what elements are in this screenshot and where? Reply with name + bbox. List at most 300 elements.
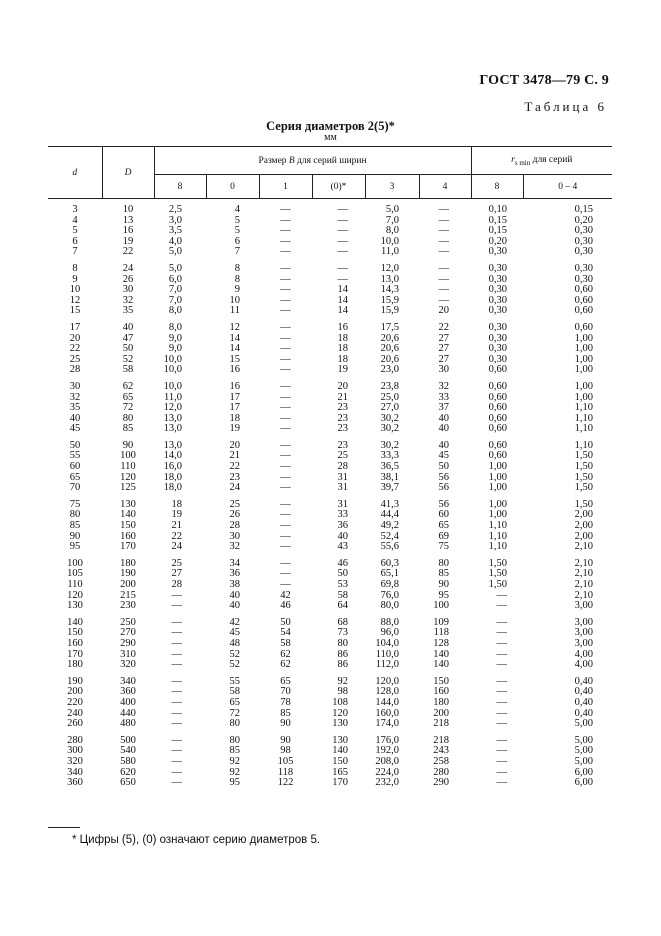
subheader-cell: 0	[206, 175, 259, 199]
table-cell: 6	[72, 235, 78, 247]
table-cell: 0,40	[574, 696, 594, 708]
table-cell: —	[171, 616, 182, 628]
subheader-cell: 8	[471, 175, 523, 199]
table-cell: 19	[171, 509, 182, 521]
table-cell: 56	[438, 471, 450, 483]
table-cell: 5,00	[574, 718, 594, 730]
table-cell: 20,6	[380, 332, 399, 344]
table-cell: 80,0	[380, 600, 399, 612]
table-cell: 4,0	[168, 235, 182, 247]
table-cell: 1,00	[488, 509, 508, 521]
table-cell: —	[171, 755, 182, 767]
table-cell: 64	[337, 600, 348, 612]
table-cell: 5,0	[168, 262, 182, 274]
table-cell: 52	[122, 353, 134, 365]
table-cell: 7,0	[168, 294, 182, 306]
table-cell: —	[171, 686, 182, 698]
table-cell: —	[280, 498, 291, 510]
table-cell: 105	[67, 568, 83, 580]
table-cell: 62	[122, 380, 134, 392]
table-cell: 65	[122, 391, 134, 403]
table-cell: 30	[69, 380, 81, 392]
col-header-d: d	[48, 147, 102, 199]
table-cell: 0,30	[488, 284, 508, 296]
table-cell: 95	[69, 541, 81, 553]
table-cell: 174,0	[375, 718, 399, 730]
subheader-cell: 0 – 4	[523, 175, 612, 199]
table-cell: 23,8	[380, 380, 399, 392]
table-cell: 140	[332, 745, 348, 757]
table-cell: 56	[438, 482, 450, 494]
table-cell: 27	[438, 353, 450, 365]
table-cell: 75	[438, 541, 450, 553]
table-cell: 40	[122, 321, 134, 333]
table-cell: 92	[229, 755, 240, 767]
table-cell: 40	[229, 589, 240, 601]
table-cell: —	[280, 273, 291, 285]
table-cell: 5,00	[574, 755, 594, 767]
table-cell: —	[438, 294, 450, 306]
table-cell: 25	[337, 450, 348, 462]
table-cell: —	[280, 520, 291, 532]
table-cell: 0,60	[574, 321, 594, 333]
table-cell: 0,30	[574, 273, 594, 285]
table-cell: 90	[280, 718, 291, 730]
table-cell: 33	[337, 509, 348, 521]
table-cell: 0,30	[488, 332, 508, 344]
table-cell: 23	[229, 471, 240, 483]
table-cell: 17	[229, 391, 240, 403]
table-row	[48, 553, 612, 570]
table-cell: 41,3	[380, 498, 399, 510]
table-cell: 0,10	[488, 204, 508, 215]
table-cell: 17	[229, 402, 240, 414]
table-cell: 240	[67, 707, 83, 719]
table-cell: 110	[120, 461, 136, 473]
table-cell: 18	[171, 498, 182, 510]
table-cell: —	[280, 204, 291, 215]
table-cell: 140	[120, 509, 136, 521]
table-cell: 32	[122, 294, 134, 306]
table-cell: 250	[120, 616, 136, 628]
table-cell: 25	[171, 557, 182, 569]
table-cell: 128	[433, 637, 450, 649]
table-cell: 50	[122, 343, 134, 355]
table-cell: —	[171, 637, 182, 649]
table-cell: 8	[234, 273, 240, 285]
table-cell: —	[496, 745, 508, 757]
table-row	[48, 494, 612, 511]
table-cell: —	[280, 471, 291, 483]
table-cell: 26	[229, 509, 240, 521]
table-cell: —	[438, 273, 450, 285]
table-row	[48, 612, 612, 629]
table-cell: —	[496, 696, 508, 708]
table-cell: —	[438, 214, 450, 226]
table-cell: 14,3	[380, 284, 399, 296]
table-cell: 23,0	[380, 364, 399, 376]
table-cell: 2,10	[574, 589, 594, 601]
table-cell: —	[280, 579, 291, 590]
table-cell: 118	[433, 627, 450, 639]
table-cell: 95	[438, 589, 450, 601]
table-cell: 25	[229, 498, 240, 510]
table-cell: 0,30	[488, 343, 508, 355]
col-group-width: Размер B для серий ширин	[154, 147, 471, 175]
table-cell: 58	[280, 637, 291, 649]
table-cell: 1,10	[488, 541, 508, 553]
table-cell: 86	[337, 659, 348, 671]
table-cell: 54	[280, 627, 291, 639]
table-cell: —	[496, 675, 508, 687]
table-cell: 4,00	[574, 659, 594, 671]
table-cell: 290	[120, 637, 136, 649]
table-cell: 22	[229, 461, 240, 473]
table-cell: 480	[120, 718, 136, 730]
table-cell: 5,0	[385, 204, 399, 215]
table-cell: 170	[332, 777, 348, 789]
table-cell: 23	[337, 439, 348, 451]
table-cell: 52	[229, 648, 240, 660]
table-cell: 30	[438, 364, 450, 376]
table-cell: 0,60	[488, 439, 508, 451]
table-cell: 170	[67, 648, 83, 660]
table-cell: 65,1	[380, 568, 399, 580]
table-cell: 260	[67, 718, 83, 730]
table-cell: 27	[171, 568, 182, 580]
table-cell: 1,10	[574, 439, 594, 451]
table-cell: 0,30	[574, 246, 594, 258]
table-cell: 0,60	[488, 364, 508, 376]
table-cell: 3,5	[168, 225, 182, 237]
table-cell: 8	[72, 262, 78, 274]
table-cell: 18	[337, 353, 348, 365]
table-row	[48, 306, 612, 317]
table-cell: 62	[280, 648, 291, 660]
table-cell: 180	[67, 659, 83, 671]
table-cell: —	[496, 616, 508, 628]
table-cell: 1,50	[488, 557, 508, 569]
table-cell: 76,0	[380, 589, 399, 601]
dimension-table	[48, 146, 612, 789]
running-title: ГОСТ 3478—79 С. 9	[479, 73, 609, 88]
table-cell: 243	[433, 745, 450, 757]
table-cell: —	[337, 246, 348, 258]
table-row	[48, 317, 612, 334]
table-cell: 200	[433, 707, 450, 719]
table-cell: 72	[229, 707, 240, 719]
table-cell: 13,0	[163, 423, 182, 435]
table-cell: 320	[120, 659, 136, 671]
table-cell: —	[438, 204, 450, 215]
table-cell: 21	[171, 520, 182, 532]
table-cell: 5,0	[168, 246, 182, 258]
table-cell: —	[171, 675, 182, 687]
table-cell: 18	[337, 343, 348, 355]
table-cell: 17,5	[380, 321, 399, 333]
table-row	[48, 199, 612, 216]
table-cell: 580	[120, 755, 136, 767]
table-cell: 60	[438, 509, 450, 521]
table-cell: 10	[69, 284, 81, 296]
table-cell: 6,00	[574, 777, 594, 789]
table-cell: 0,20	[488, 235, 508, 247]
table-cell: 24	[171, 541, 182, 553]
table-cell: 192,0	[375, 745, 399, 757]
table-cell: 0,30	[574, 235, 594, 247]
table-cell: 46	[337, 557, 348, 569]
table-cell: 30,2	[380, 439, 399, 451]
table-cell: 23	[337, 402, 348, 414]
table-cell: 36	[337, 520, 348, 532]
table-cell: 1,00	[488, 482, 508, 494]
table-cell: 65	[438, 520, 450, 532]
table-cell: —	[280, 235, 291, 247]
table-cell: 15	[69, 305, 81, 317]
table-row	[48, 719, 612, 730]
table-cell: 120	[120, 471, 136, 483]
table-cell: —	[280, 284, 291, 296]
table-cell: —	[496, 600, 508, 612]
table-cell: 3,00	[574, 627, 594, 639]
table-cell: 128,0	[375, 686, 399, 698]
table-cell: 48	[229, 637, 240, 649]
table-cell: 14	[229, 332, 240, 344]
table-cell: 180	[120, 557, 136, 569]
table-cell: —	[496, 766, 508, 778]
table-cell: 14	[337, 294, 348, 306]
table-cell: 160	[120, 530, 136, 542]
table-cell: 42	[280, 589, 291, 601]
table-cell: 3,0	[168, 214, 182, 226]
table-cell: 5,00	[574, 745, 594, 757]
table-cell: 85	[280, 707, 291, 719]
table-cell: 16	[337, 321, 348, 333]
table-cell: 180	[433, 696, 450, 708]
table-cell: 32	[69, 391, 81, 403]
table-cell: 38	[229, 579, 240, 590]
table-cell: 55,6	[380, 541, 399, 553]
table-cell: 9,0	[168, 332, 182, 344]
table-cell: 100	[433, 600, 450, 612]
table-cell: 27	[438, 343, 450, 355]
table-cell: 69	[438, 530, 450, 542]
table-cell: 10	[122, 204, 134, 215]
table-cell: 34	[229, 557, 240, 569]
table-cell: 5	[72, 225, 78, 237]
table-cell: 0,30	[488, 273, 508, 285]
table-cell: 109	[433, 616, 450, 628]
table-cell: —	[280, 353, 291, 365]
table-cell: 31	[337, 498, 348, 510]
table-cell: 1,00	[574, 380, 594, 392]
table-cell: 208,0	[375, 755, 399, 767]
table-cell: —	[280, 225, 291, 237]
table-cell: 1,10	[574, 412, 594, 424]
table-cell: 88,0	[380, 616, 399, 628]
table-cell: —	[171, 777, 182, 789]
table-cell: —	[496, 707, 508, 719]
table-cell: 120	[67, 589, 83, 601]
table-cell: 150	[120, 520, 136, 532]
table-cell: 16	[229, 380, 240, 392]
table-cell: 12,0	[163, 402, 182, 414]
table-cell: 1,50	[574, 498, 594, 510]
table-cell: 58	[337, 589, 348, 601]
table-cell: 32	[438, 380, 450, 392]
table-cell: 100	[120, 450, 136, 462]
table-cell: 2,00	[574, 530, 594, 542]
table-cell: 5	[234, 225, 240, 237]
table-cell: 0,40	[574, 707, 594, 719]
table-cell: 20	[229, 439, 240, 451]
table-cell: —	[438, 246, 450, 258]
table-cell: —	[280, 364, 291, 376]
table-row	[48, 601, 612, 612]
table-cell: 45	[438, 450, 450, 462]
table-cell: —	[171, 696, 182, 708]
table-cell: 30	[229, 530, 240, 542]
table-cell: 36	[229, 568, 240, 580]
table-cell: 23	[337, 412, 348, 424]
table-cell: 85	[69, 520, 81, 532]
table-cell: —	[496, 637, 508, 649]
table-cell: 1,50	[488, 568, 508, 580]
table-cell: 33	[438, 391, 450, 403]
table-cell: 3,00	[574, 637, 594, 649]
table-cell: 130	[332, 734, 348, 746]
table-cell: 28	[229, 520, 240, 532]
table-cell: —	[496, 777, 508, 789]
table-cell: 0,30	[488, 321, 508, 333]
table-cell: 80	[122, 412, 134, 424]
table-cell: 140	[433, 648, 450, 660]
table-cell: —	[280, 246, 291, 258]
table-cell: 16	[122, 225, 134, 237]
table-cell: 40	[69, 412, 81, 424]
table-cell: 0,30	[488, 305, 508, 317]
footnote: * Цифры (5), (0) означают серию диаметров 5.	[72, 834, 321, 846]
table-cell: 80	[69, 509, 81, 521]
table-cell: 25	[69, 353, 81, 365]
table-cell: 0,40	[574, 675, 594, 687]
footnote-rule	[48, 827, 80, 828]
table-cell: 340	[120, 675, 136, 687]
table-cell: 0,20	[574, 214, 594, 226]
table-cell: 80	[438, 557, 450, 569]
table-cell: 200	[67, 686, 83, 698]
table-cell: 160	[433, 686, 450, 698]
table-cell: 280	[433, 766, 450, 778]
table-cell: 12	[69, 294, 81, 306]
table-cell: 11,0	[164, 391, 182, 403]
table-cell: 37	[438, 402, 450, 414]
table-cell: 58	[229, 686, 240, 698]
table-cell: 112,0	[375, 659, 399, 671]
table-cell: 122	[277, 777, 294, 789]
table-label: Таблица 6	[524, 99, 607, 114]
table-cell: 2,10	[574, 579, 594, 590]
table-cell: 1,00	[488, 498, 508, 510]
table-cell: 0,60	[574, 305, 594, 317]
table-cell: 320	[67, 755, 83, 767]
table-cell: 38,1	[380, 471, 399, 483]
table-cell: 170	[120, 541, 136, 553]
table-cell: 0,30	[488, 294, 508, 306]
subheader-cell: 3	[365, 175, 419, 199]
table-cell: 65	[229, 696, 240, 708]
table-cell: 1,00	[574, 391, 594, 403]
table-cell: 220	[67, 696, 83, 708]
table-cell: 190	[67, 675, 83, 687]
table-cell: 30,2	[380, 412, 399, 424]
table-row	[48, 730, 612, 747]
table-cell: —	[280, 423, 291, 435]
table-cell: —	[280, 262, 291, 274]
table-cell: 40	[229, 600, 240, 612]
table-cell: 0,15	[574, 204, 594, 215]
table-cell: —	[171, 718, 182, 730]
table-cell: 55	[229, 675, 240, 687]
table-cell: 100	[67, 557, 83, 569]
table-cell: 22	[438, 321, 450, 333]
table-cell: 8	[234, 262, 240, 274]
table-cell: 21	[337, 391, 348, 403]
table-cell: —	[496, 589, 508, 601]
table-cell: 540	[120, 745, 136, 757]
table-cell: 9,0	[168, 343, 182, 355]
table-cell: 53	[337, 579, 348, 590]
table-row	[48, 376, 612, 393]
table-cell: 200	[120, 579, 136, 590]
table-cell: —	[280, 214, 291, 226]
table-cell: 650	[120, 777, 136, 789]
table-cell: 300	[67, 745, 83, 757]
table-cell: —	[280, 321, 291, 333]
table-cell: 20,6	[380, 343, 399, 355]
table-cell: 215	[120, 589, 136, 601]
table-cell: 150	[433, 675, 450, 687]
table-cell: 4,00	[574, 648, 594, 660]
table-cell: —	[496, 659, 508, 671]
table-cell: 13	[122, 214, 134, 226]
table-cell: —	[337, 214, 348, 226]
table-cell: 0,30	[488, 262, 508, 274]
table-cell: 9	[234, 284, 240, 296]
table-cell: 26	[122, 273, 134, 285]
col-header-D: D	[102, 147, 154, 199]
table-cell: 19	[229, 423, 240, 435]
table-cell: 360	[67, 777, 83, 789]
subheader-cell: 8	[154, 175, 206, 199]
table-cell: 45	[69, 423, 81, 435]
table-cell: 17	[69, 321, 81, 333]
table-cell: 85	[122, 423, 134, 435]
table-cell: 28	[337, 461, 348, 473]
table-cell: 30	[122, 284, 134, 296]
table-cell: 31	[337, 482, 348, 494]
table-cell: 3,00	[574, 600, 594, 612]
table-cell: 125	[120, 482, 136, 494]
table-cell: 60	[69, 461, 81, 473]
table-cell: 18	[337, 332, 348, 344]
table-cell: 150	[332, 755, 348, 767]
table-cell: 42	[229, 616, 240, 628]
col-group-radius: $r_{s min}$ для серий	[471, 147, 612, 175]
table-cell: 290	[433, 777, 450, 789]
table-cell: 8,0	[385, 225, 399, 237]
table-cell: 36,5	[380, 461, 399, 473]
